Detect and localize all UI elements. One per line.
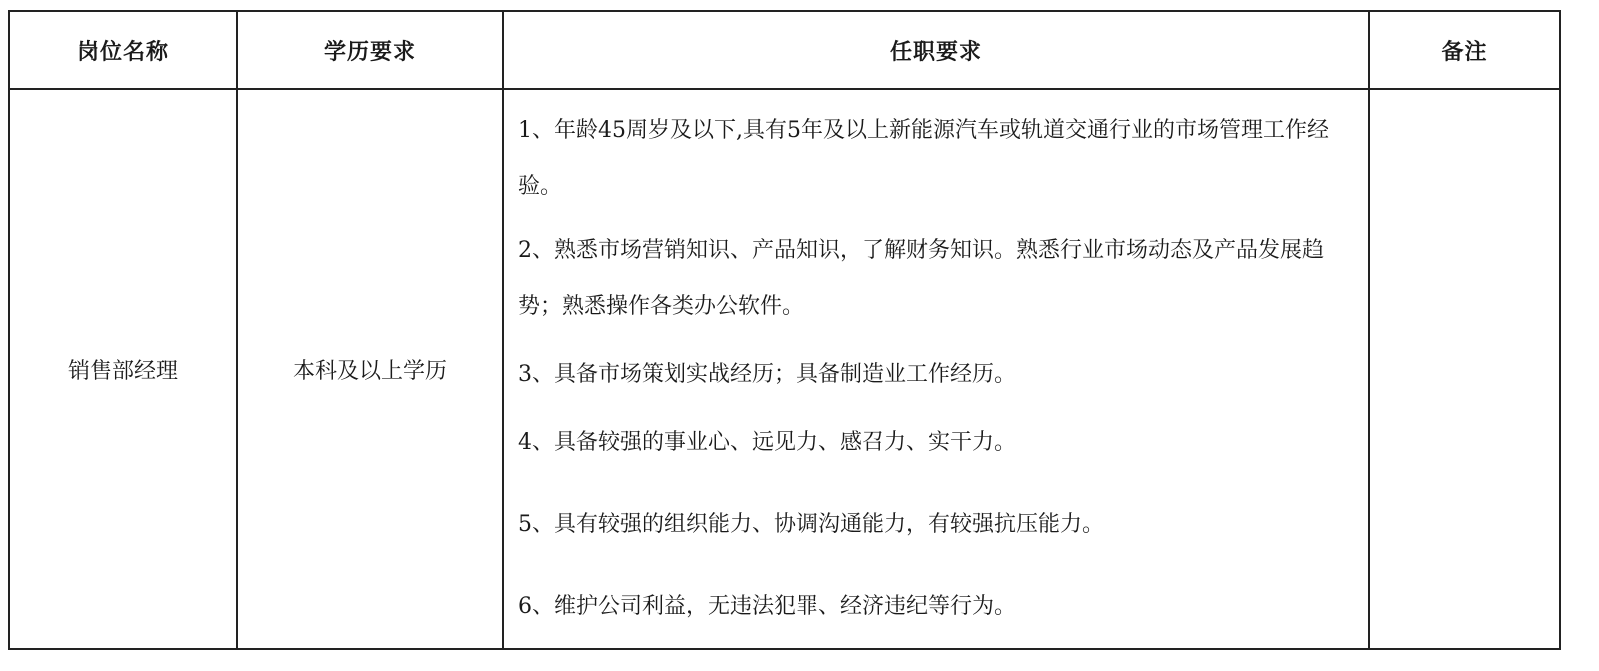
requirement-item-6: 6、维护公司利益，无违法犯罪、经济违纪等行为。 <box>518 594 1016 619</box>
cell-requirements <box>503 89 1369 649</box>
requirement-item-3: 3、具备市场策划实战经历；具备制造业工作经历。 <box>518 362 1016 387</box>
requirement-item-4: 4、具备较强的事业心、远见力、感召力、实干力。 <box>518 430 1016 455</box>
header-position: 岗位名称 <box>9 11 237 89</box>
cell-position: 销售部经理 <box>9 89 237 649</box>
requirement-item-1: 1、年龄45周岁及以下,具有5年及以上新能源汽车或轨道交通行业的市场管理工作经验。 <box>518 118 1329 199</box>
table-header-row <box>9 11 1560 89</box>
header-education: 学历要求 <box>237 11 503 89</box>
cell-education: 本科及以上学历 <box>237 89 503 649</box>
cell-remarks <box>1369 89 1560 649</box>
job-requirements-table <box>8 10 1561 650</box>
header-requirements: 任职要求 <box>503 11 1369 89</box>
table-row <box>9 89 1560 649</box>
requirement-item-5: 5、具有较强的组织能力、协调沟通能力，有较强抗压能力。 <box>518 512 1104 537</box>
header-remarks: 备注 <box>1369 11 1560 89</box>
requirements-list <box>518 103 1356 635</box>
requirement-item-2: 2、熟悉市场营销知识、产品知识，了解财务知识。熟悉行业市场动态及产品发展趋势；熟悉操作各类办公软件。 <box>518 238 1324 319</box>
